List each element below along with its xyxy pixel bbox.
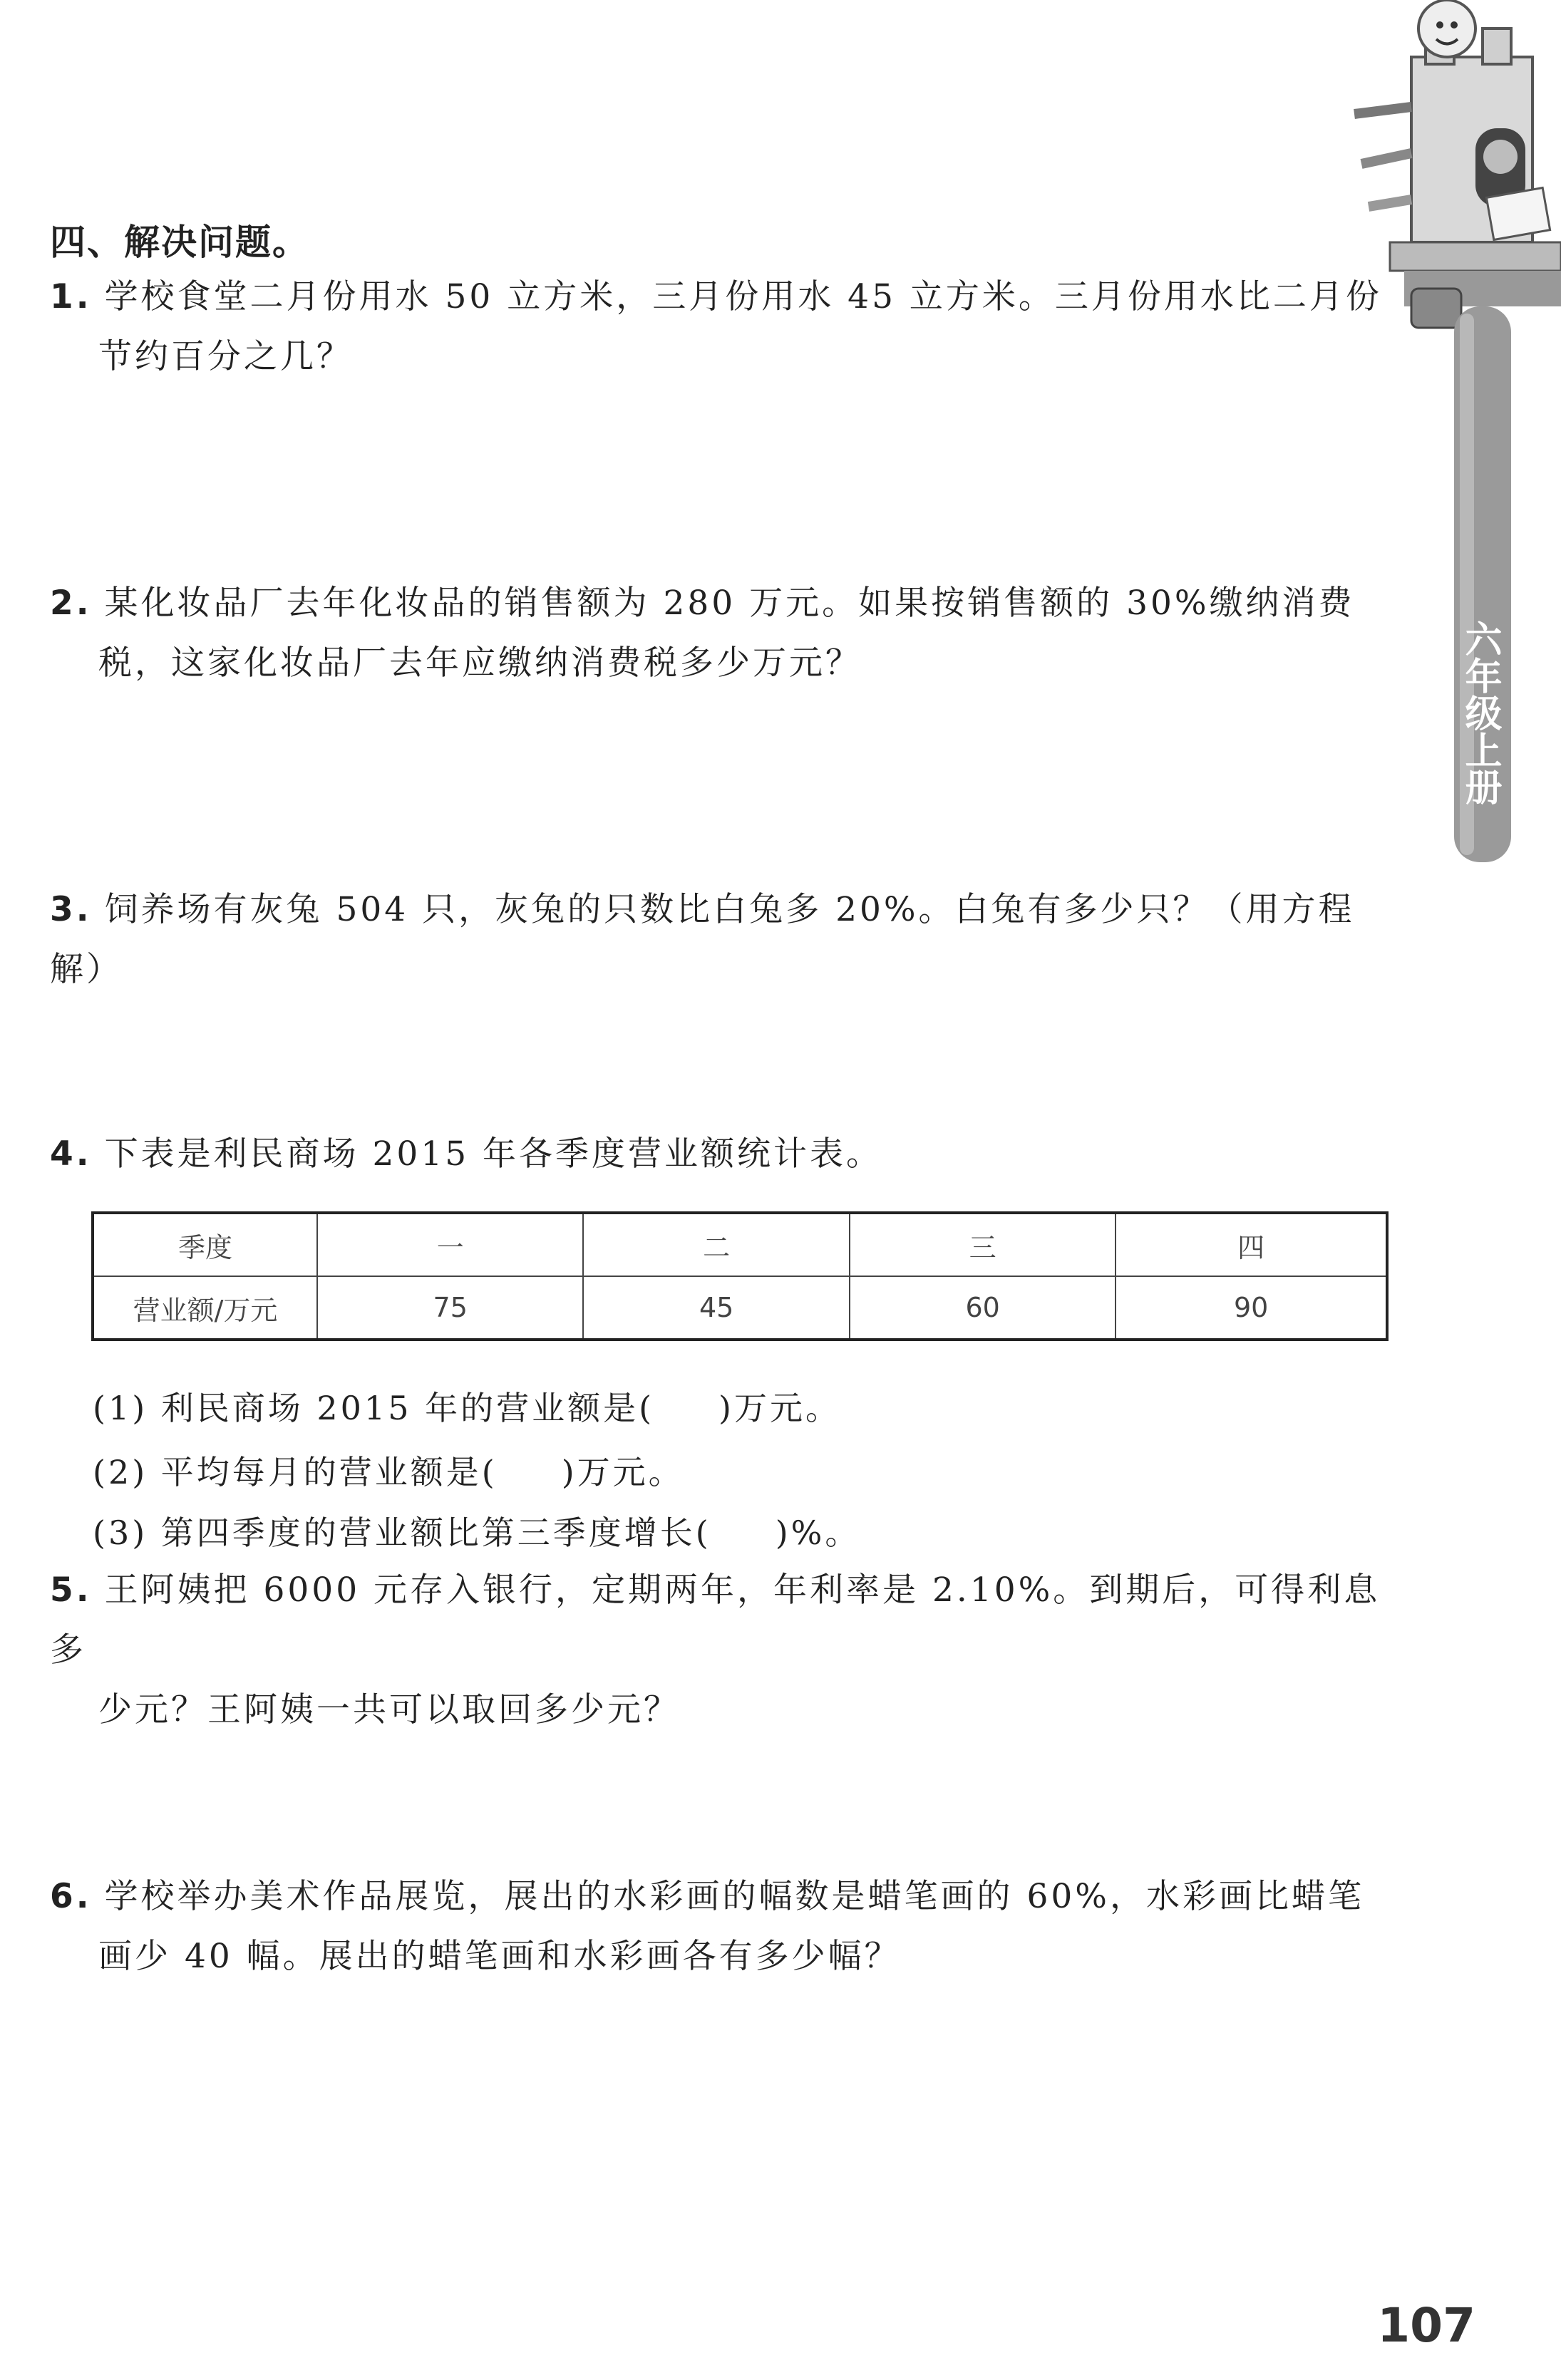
table-header-cell: 季度: [93, 1213, 317, 1276]
table-cell: 45: [583, 1276, 849, 1340]
question-text: 某化妆品厂去年化妆品的销售额为 280 万元。如果按销售额的 30%缴纳消费: [104, 584, 1355, 623]
question-text: 下表是利民商场 2015 年各季度营业额统计表。: [104, 1134, 883, 1174]
table-cell: 二: [583, 1213, 849, 1276]
sub-question-text: (1) 利民商场 2015 年的营业额是(: [93, 1389, 655, 1427]
question-4: [50, 1124, 1404, 1184]
sub-question-text: (3) 第四季度的营业额比第三季度增长(: [93, 1514, 711, 1552]
quarterly-revenue-table: [91, 1211, 1389, 1341]
question-text-continued: 画少 40 幅。展出的蜡笔画和水彩画各有多少幅？: [98, 1937, 901, 1976]
table-row: [93, 1213, 1387, 1276]
sub-question-text: )%。: [775, 1514, 861, 1552]
question-number: 2.: [50, 584, 92, 623]
sub-question-3: [93, 1507, 860, 1554]
corner-illustration: [1340, 0, 1561, 876]
table-cell: 60: [850, 1276, 1116, 1340]
question-3: [50, 880, 1404, 1000]
sub-question-text: )万元。: [561, 1453, 684, 1491]
sub-question-2: [93, 1447, 684, 1494]
table-cell: 75: [317, 1276, 583, 1340]
question-number: 3.: [50, 890, 92, 929]
table-header-cell: 营业额/万元: [93, 1276, 317, 1340]
question-text: 学校食堂二月份用水 50 立方米，三月份用水 45 立方米。三月份用水比二月份: [104, 277, 1382, 316]
question-text: 王阿姨把 6000 元存入银行，定期两年，年利率是 2.10%。到期后，可得利息多: [50, 1571, 1381, 1670]
table-cell: 四: [1116, 1213, 1387, 1276]
grade-tab-label: 六年级上册: [1458, 620, 1501, 805]
question-number: 4.: [50, 1134, 92, 1174]
question-text-continued: 税，这家化妆品厂去年应缴纳消费税多少万元？: [98, 643, 862, 683]
table-cell: 一: [317, 1213, 583, 1276]
sub-question-text: )万元。: [718, 1389, 841, 1427]
question-6: [50, 1867, 1404, 1987]
table-row: [93, 1276, 1387, 1340]
question-5: [50, 1561, 1404, 1740]
question-text-continued: 少元？王阿姨一共可以取回多少元？: [98, 1690, 680, 1729]
question-number: 5.: [50, 1571, 92, 1610]
question-number: 6.: [50, 1877, 92, 1916]
section-title: 四、解决问题。: [50, 222, 309, 263]
question-text: 学校举办美术作品展览，展出的水彩画的幅数是蜡笔画的 60%，水彩画比蜡笔: [104, 1877, 1364, 1916]
table-cell: 三: [850, 1213, 1116, 1276]
sub-question-1: [93, 1382, 841, 1429]
question-1: [50, 267, 1404, 387]
question-text-continued: 节约百分之几？: [98, 337, 353, 376]
sub-question-text: (2) 平均每月的营业额是(: [93, 1453, 498, 1491]
grade-tab: [1454, 584, 1505, 827]
question-2: [50, 574, 1404, 693]
question-text: 饲养场有灰兔 504 只，灰兔的只数比白兔多 20%。白兔有多少只？（用方程解）: [50, 890, 1355, 989]
table-cell: 90: [1116, 1276, 1387, 1340]
page-number: 107: [1377, 2298, 1475, 2353]
question-number: 1.: [50, 277, 92, 316]
